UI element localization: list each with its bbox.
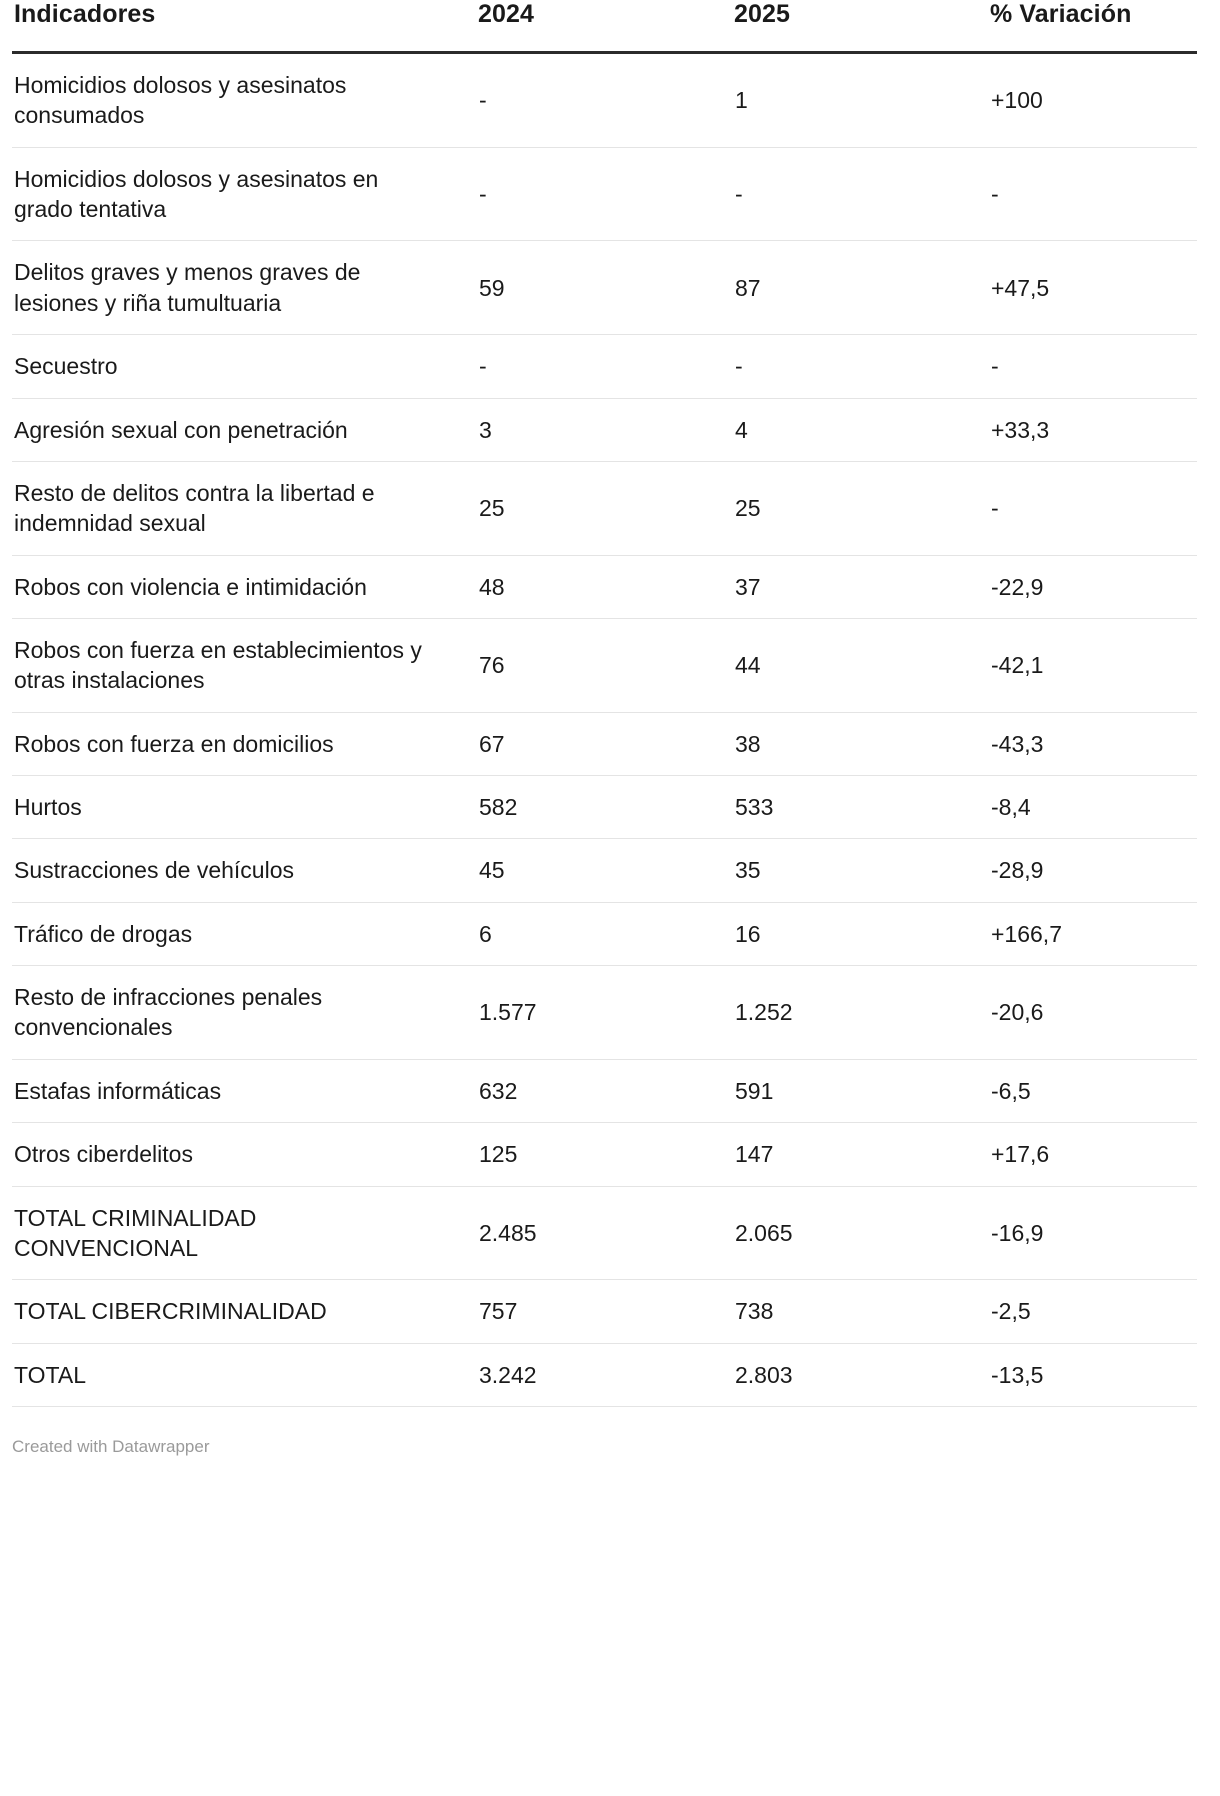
cell-2024: 67 xyxy=(479,730,505,757)
cell-variacion: +33,3 xyxy=(991,416,1050,443)
cell-2025: 738 xyxy=(735,1298,774,1325)
cell-variacion: +166,7 xyxy=(991,920,1062,947)
cell-indicador: Homicidios dolosos y asesinatos consumados xyxy=(14,72,347,129)
cell-variacion: +47,5 xyxy=(991,274,1050,301)
cell-indicador: Resto de delitos contra la libertad e indemnidad sexual xyxy=(14,479,375,537)
table-header-row xyxy=(12,0,1197,53)
cell-indicador: Agresión sexual con penetración xyxy=(14,416,348,443)
cell-2024: 1.577 xyxy=(479,999,537,1026)
cell-indicador: Resto de infracciones penales convencionales xyxy=(14,984,323,1041)
cell-2024: 3 xyxy=(479,416,492,443)
cell-variacion: +100 xyxy=(991,87,1043,114)
cell-2025: 4 xyxy=(735,416,748,443)
cell-variacion: -8,4 xyxy=(991,794,1031,821)
table-header xyxy=(12,0,1197,53)
cell-indicador: Robos con violencia e intimidación xyxy=(14,573,367,600)
cell-2025: 16 xyxy=(735,920,761,947)
cell-2025: - xyxy=(735,180,743,207)
cell-2024: 59 xyxy=(479,274,505,301)
table-row xyxy=(12,1186,1197,1280)
cell-2024: - xyxy=(479,353,487,380)
cell-2025: 87 xyxy=(735,274,761,301)
cell-variacion: -43,3 xyxy=(991,730,1044,757)
column-header-2024: 2024 xyxy=(478,0,535,28)
cell-2025: 147 xyxy=(735,1141,774,1168)
table-row xyxy=(12,712,1197,775)
cell-2024: 6 xyxy=(479,920,492,947)
cell-2025: 37 xyxy=(735,573,761,600)
cell-indicador: Secuestro xyxy=(14,353,118,380)
cell-2024: 76 xyxy=(479,652,505,679)
cell-indicador: Robos con fuerza en domicilios xyxy=(14,730,334,757)
table-row xyxy=(12,1059,1197,1122)
cell-variacion: -20,6 xyxy=(991,999,1044,1026)
table-row xyxy=(12,776,1197,839)
table-row xyxy=(12,1280,1197,1343)
cell-2024: 45 xyxy=(479,857,505,884)
cell-variacion: +17,6 xyxy=(991,1141,1050,1168)
cell-variacion: -42,1 xyxy=(991,652,1044,679)
table-row xyxy=(12,618,1197,712)
column-header-indicadores: Indicadores xyxy=(14,0,156,28)
table-row xyxy=(12,1343,1197,1406)
cell-variacion: -13,5 xyxy=(991,1361,1044,1388)
table-row xyxy=(12,147,1197,241)
cell-indicador: Estafas informáticas xyxy=(14,1077,222,1104)
column-header-2025: 2025 xyxy=(734,0,791,28)
cell-indicador: Robos con fuerza en establecimientos y otras instalaciones xyxy=(14,636,422,694)
table-row xyxy=(12,839,1197,902)
cell-indicador: Hurtos xyxy=(14,794,82,821)
table-body xyxy=(12,53,1197,1407)
cell-variacion: -28,9 xyxy=(991,857,1044,884)
cell-2024: 2.485 xyxy=(479,1219,537,1246)
cell-variacion: -16,9 xyxy=(991,1219,1044,1246)
cell-2024: 25 xyxy=(479,495,505,522)
table-row xyxy=(12,461,1197,555)
cell-variacion: -2,5 xyxy=(991,1298,1031,1325)
cell-indicador: Delitos graves y menos graves de lesiones y riña tumultuaria xyxy=(14,259,361,316)
table-row xyxy=(12,966,1197,1060)
cell-2025: 2.065 xyxy=(735,1219,793,1246)
datawrapper-credit[interactable]: Created with Datawrapper xyxy=(12,1436,210,1456)
column-header-variacion: % Variación xyxy=(990,0,1132,28)
cell-2025: 44 xyxy=(735,652,761,679)
cell-indicador: Otros ciberdelitos xyxy=(14,1141,193,1168)
cell-2024: - xyxy=(479,87,487,114)
cell-variacion: -22,9 xyxy=(991,573,1044,600)
cell-variacion: - xyxy=(991,180,999,207)
cell-2024: 125 xyxy=(479,1141,518,1168)
cell-indicador: Sustracciones de vehículos xyxy=(14,857,294,884)
cell-indicador: Tráfico de drogas xyxy=(14,920,193,947)
cell-2025: 35 xyxy=(735,857,761,884)
table-row xyxy=(12,53,1197,148)
cell-2025: 591 xyxy=(735,1077,774,1104)
cell-variacion: -6,5 xyxy=(991,1077,1031,1104)
cell-2025: - xyxy=(735,353,743,380)
cell-variacion: - xyxy=(991,353,999,380)
cell-indicador: TOTAL CRIMINALIDAD CONVENCIONAL xyxy=(14,1204,257,1261)
table-row xyxy=(12,555,1197,618)
cell-2024: 3.242 xyxy=(479,1361,537,1388)
crime-statistics-table xyxy=(12,0,1197,1407)
cell-2025: 533 xyxy=(735,794,774,821)
table-row xyxy=(12,335,1197,398)
cell-variacion: - xyxy=(991,495,999,522)
cell-2025: 38 xyxy=(735,730,761,757)
cell-2025: 2.803 xyxy=(735,1361,793,1388)
cell-2024: 757 xyxy=(479,1298,518,1325)
table-row xyxy=(12,398,1197,461)
cell-indicador: TOTAL CIBERCRIMINALIDAD xyxy=(14,1298,327,1325)
cell-2024: 48 xyxy=(479,573,505,600)
cell-indicador: Homicidios dolosos y asesinatos en grado tentativa xyxy=(14,165,379,223)
cell-2025: 25 xyxy=(735,495,761,522)
cell-2024: - xyxy=(479,180,487,207)
table-row xyxy=(12,241,1197,335)
table-row xyxy=(12,1123,1197,1186)
cell-2025: 1.252 xyxy=(735,999,793,1026)
cell-2025: 1 xyxy=(735,87,748,114)
cell-2024: 582 xyxy=(479,794,518,821)
table-row xyxy=(12,902,1197,965)
cell-indicador: TOTAL xyxy=(14,1361,86,1388)
cell-2024: 632 xyxy=(479,1077,518,1104)
